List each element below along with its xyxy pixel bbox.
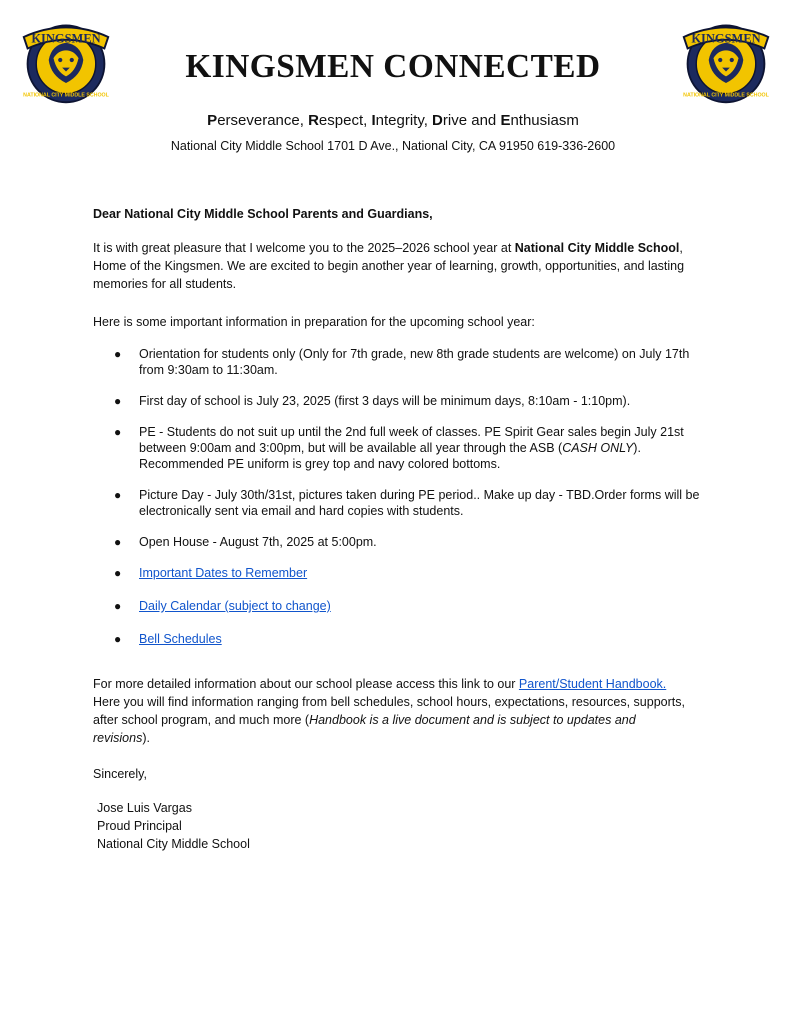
logo-ring-text: NATIONAL CITY MIDDLE SCHOOL [683,92,769,99]
prep-paragraph: Here is some important information in preparation for the upcoming school year: [93,315,535,329]
bell-schedules-link[interactable]: Bell Schedules [139,632,222,646]
list-item-important-dates [93,565,713,581]
list-item-pe: ● PE - Students do not suit up until the 2nd full week of classes. PE Spirit Gear sales begin July 21st between 9:00am and 3:00pm, but will be available all year through the ASB (CASH ONLY). Recommended PE uniform is grey top and navy colored bottoms. [114,425,684,471]
logo-wordmark: KINGSMEN [31,31,101,46]
intro-paragraph: It is with great pleasure that I welcome you to the 2025–2026 school year at National City Middle School, Home of the Kingsmen. We are excited to begin another year of learning, growth, opportunities, and lasting memories for all students. [93,241,685,291]
bullet-icon: ● [114,599,122,613]
logo-wordmark: KINGSMEN [691,31,761,46]
info-list [93,346,713,664]
signature-block [97,799,250,853]
handbook-paragraph: For more detailed information about our school please access this link to our Parent/Student Handbook. Here you will find information ranging from bell schedules, school hours, expectations, resources, supports, after school program, and much more (Handbook is a live document and is subject to updates and revisions). [93,677,685,745]
list-item-bell-schedules [93,631,713,647]
logo-ring-text: NATIONAL CITY MIDDLE SCHOOL [23,92,109,99]
bullet-icon: ● [114,566,122,580]
bullet-icon: ● [114,488,122,502]
list-item-first-day: ● First day of school is July 23, 2025 (first 3 days will be minimum days, 8:10am - 1:10pm). [114,394,631,408]
bullet-icon: ● [114,425,122,439]
bullet-icon: ● [114,347,122,361]
school-motto: Perseverance, Respect, Integrity, Drive and Enthusiasm [207,112,579,129]
bullet-icon: ● [114,394,122,408]
school-address: National City Middle School 1701 D Ave., National City, CA 91950 619-336-2600 [170,139,616,153]
handbook-link[interactable]: Parent/Student Handbook. [518,677,667,691]
signature-school: National City Middle School [97,837,250,851]
page-title: KINGSMEN CONNECTED [185,48,601,85]
list-item-open-house: ● Open House - August 7th, 2025 at 5:00pm. [114,535,377,549]
bullet-icon: ● [114,632,122,646]
important-dates-link[interactable]: Important Dates to Remember [139,566,308,580]
closing: Sincerely, [93,767,147,781]
letter-greeting: Dear National City Middle School Parents and Guardians, [93,207,433,221]
bullet-icon: ● [114,535,122,549]
signature-name: Jose Luis Vargas [97,801,192,815]
daily-calendar-link[interactable]: Daily Calendar (subject to change) [139,599,331,613]
list-item-picture-day: ● Picture Day - July 30th/31st, pictures taken during PE period.. Make up day - TBD.Order forms will be electronically sent via email and hard copies with students. [114,488,700,518]
list-item-daily-calendar [93,598,713,614]
list-item-orientation: ● Orientation for students only (Only for 7th grade, new 8th grade students are welcome) on July 17th from 9:30am to 11:30am. [114,347,690,377]
signature-title: Proud Principal [97,819,182,833]
